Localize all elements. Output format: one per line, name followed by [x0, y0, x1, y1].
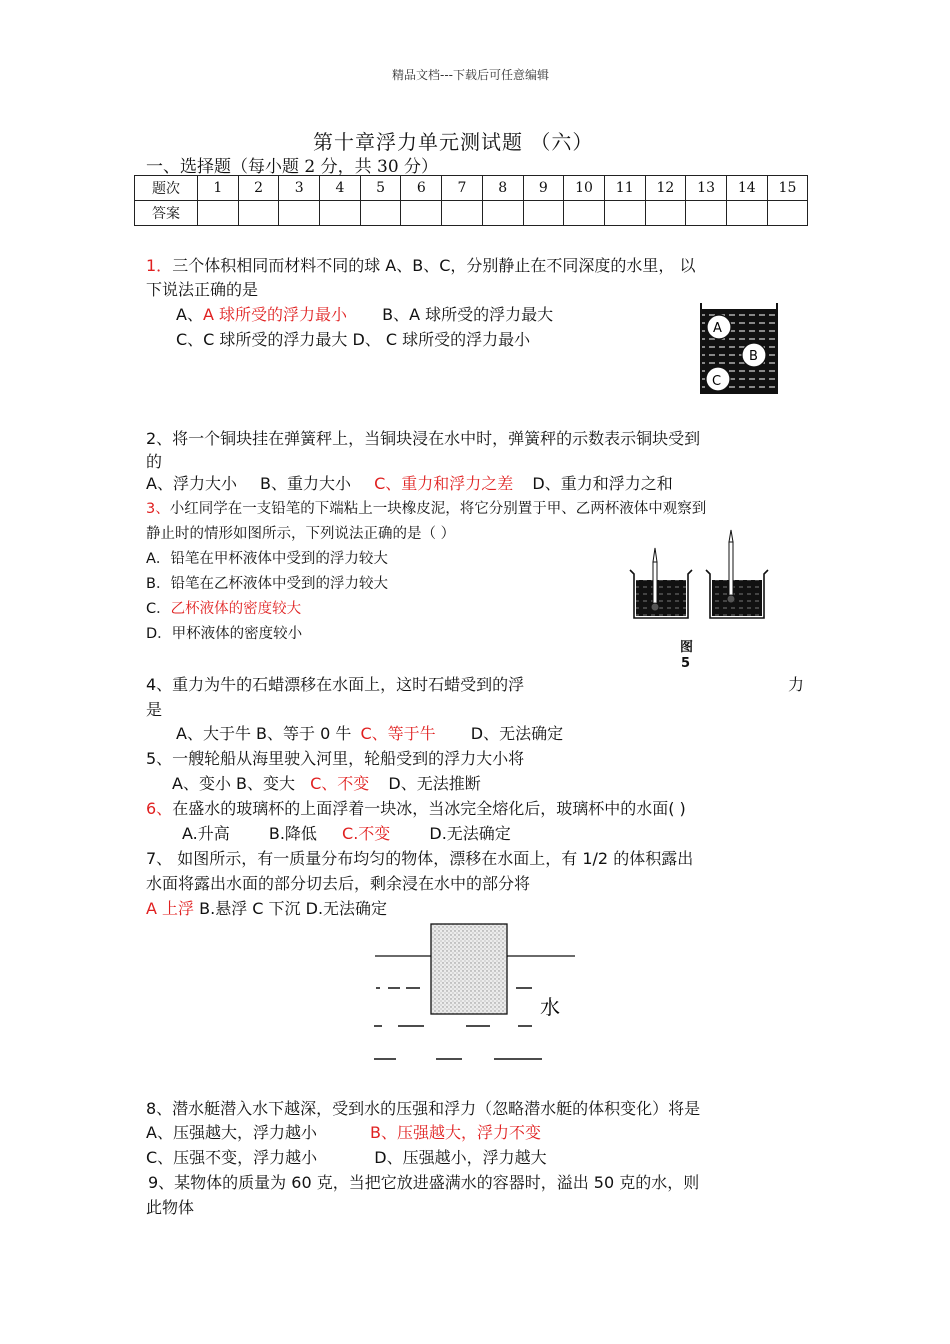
beaker-jia — [630, 548, 692, 618]
answer-cell[interactable] — [238, 201, 279, 226]
q7-options-rest: B.悬浮 C 下沉 D.无法确定 — [199, 899, 388, 918]
q6-options — [182, 821, 511, 844]
q9-stem-line1: 9、某物体的质量为 60 克，当把它放进盛满水的容器时，溢出 50 克的水，则 — [148, 1173, 700, 1192]
q1-number: 1． — [146, 256, 173, 275]
table-cell-number: 14 — [726, 176, 767, 201]
water-label: 水 — [540, 995, 560, 1019]
table-cell-number: 10 — [564, 176, 605, 201]
q2-stem-line1: 2、将一个铜块挂在弹簧秤上，当铜块浸在水中时，弹簧秤的示数表示铜块受到 — [146, 429, 701, 448]
answer-cell[interactable] — [767, 201, 808, 226]
q3-option-c-line — [146, 597, 301, 618]
table-cell-number: 4 — [320, 176, 361, 201]
answer-cell[interactable] — [401, 201, 442, 226]
beaker-yi — [706, 530, 768, 618]
q2-options — [146, 471, 673, 494]
q6-option-d: D.无法确定 — [429, 824, 511, 843]
q8-option-a: A、压强越大，浮力越小 — [146, 1123, 317, 1142]
q7-option-a: A 上浮 — [146, 899, 195, 918]
ball-label: C — [712, 374, 722, 389]
q5-stem: 5、一艘轮船从海里驶入河里，轮船受到的浮力大小将 — [146, 749, 525, 768]
q4-stem-line1: 4、重力为牛的石蜡漂移在水面上，这时石蜡受到的浮 — [146, 675, 525, 694]
q4-option-d: D、无法确定 — [470, 724, 564, 743]
answer-cell[interactable] — [604, 201, 645, 226]
q2-option-c: C、重力和浮力之差 — [374, 474, 514, 493]
table-cell-number: 5 — [360, 176, 401, 201]
q3-option-c-prefix: C． — [146, 601, 171, 617]
q6-stem-text: 在盛水的玻璃杯的上面浮着一块冰，当冰完全熔化后，玻璃杯中的水面( ) — [172, 799, 686, 818]
q1-option-b: B、A 球所受的浮力最大 — [382, 305, 554, 324]
table-cell-number: 11 — [604, 176, 645, 201]
q2-option-d: D、重力和浮力之和 — [532, 474, 673, 493]
floating-block — [431, 924, 507, 1014]
q7-stem-line1: 7、 如图所示，有一质量分布均匀的物体，漂移在水面上，有 1/2 的体积露出 — [146, 849, 694, 868]
tank-figure — [698, 303, 782, 395]
answer-cell[interactable] — [360, 201, 401, 226]
q1-stem-line2: 下说法正确的是 — [146, 280, 259, 299]
q3-stem-line2: 静止时的情形如图所示，下列说法正确的是（ ） — [146, 526, 456, 542]
q8-options-ab — [146, 1120, 541, 1143]
table-cell-number: 13 — [686, 176, 727, 201]
q1-options-ab — [176, 302, 553, 325]
table-cell-number: 3 — [279, 176, 320, 201]
q8-option-c: C、压强不变，浮力越小 — [146, 1148, 318, 1167]
q3-stem-line1 — [146, 497, 706, 518]
q1-stem-line1 — [146, 253, 695, 276]
q3-option-d: D．甲杯液体的密度较小 — [146, 626, 303, 642]
q8-option-d: D、压强越小，浮力越大 — [374, 1148, 547, 1167]
q3-option-c: 乙杯液体的密度较大 — [170, 601, 302, 617]
q8-option-b: B、压强越大，浮力不变 — [370, 1123, 542, 1142]
q6-option-c: C.不变 — [342, 824, 391, 843]
table-row-numbers — [135, 176, 808, 201]
figure-caption-number: 5 — [681, 656, 691, 671]
table-label-answer: 答案 — [135, 201, 198, 226]
table-row-answers — [135, 201, 808, 226]
q1-option-a: A 球所受的浮力最小 — [202, 305, 347, 324]
q7-stem-line2: 水面将露出水面的部分切去后，剩余浸在水中的部分将 — [146, 874, 531, 893]
table-label-number: 题次 — [135, 176, 198, 201]
q6-stem-line — [146, 796, 686, 819]
q1-option-a-prefix: A、 — [176, 305, 203, 324]
q9-stem-line2: 此物体 — [146, 1198, 195, 1217]
answer-cell[interactable] — [726, 201, 767, 226]
q4-stem-line1-end: 力 — [788, 675, 805, 694]
q5-option-d: D、无法推断 — [388, 774, 481, 793]
answer-cell[interactable] — [523, 201, 564, 226]
answer-cell[interactable] — [564, 201, 605, 226]
q2-stem-line2: 的 — [146, 452, 163, 471]
q2-option-a: A、浮力大小 — [146, 474, 237, 493]
figure-caption: 图 — [680, 640, 694, 655]
q4-option-c: C、等于牛 — [360, 724, 436, 743]
q1-stem-text: 三个体积相同而材料不同的球 A、B、C，分别静止在不同深度的水里， 以 — [172, 256, 696, 275]
table-cell-number: 7 — [442, 176, 483, 201]
q4-options — [176, 721, 563, 744]
answer-cell[interactable] — [198, 201, 239, 226]
floating-block-figure — [370, 918, 580, 1068]
table-cell-number: 9 — [523, 176, 564, 201]
q8-options-cd — [146, 1145, 547, 1168]
q3-number: 3、 — [146, 501, 170, 517]
q6-option-a: A.升高 — [182, 824, 230, 843]
answer-cell[interactable] — [645, 201, 686, 226]
q2-option-b: B、重力大小 — [260, 474, 352, 493]
q3-stem-text: 小红同学在一支铅笔的下端粘上一块橡皮泥，将它分别置于甲、乙两杯液体中观察到 — [169, 501, 707, 517]
table-cell-number: 12 — [645, 176, 686, 201]
answer-cell[interactable] — [482, 201, 523, 226]
table-cell-number: 6 — [401, 176, 442, 201]
beakers-figure — [626, 528, 776, 623]
page-header: 精品文档---下载后可任意编辑 — [392, 68, 549, 82]
ball-label: A — [713, 321, 722, 336]
ball-label: B — [749, 349, 758, 364]
table-cell-number: 2 — [238, 176, 279, 201]
table-cell-number: 15 — [767, 176, 808, 201]
q1-options-cd: C、C 球所受的浮力最大 D、 C 球所受的浮力最小 — [176, 330, 531, 349]
q5-option-ab: A、变小 B、变大 — [172, 774, 296, 793]
q6-number: 6、 — [146, 799, 173, 818]
q6-option-b: B.降低 — [268, 824, 317, 843]
page-title: 第十章浮力单元测试题 （六） — [313, 130, 594, 154]
answer-table — [134, 175, 808, 226]
q4-option-ab: A、大于牛 B、等于 0 牛 — [176, 724, 352, 743]
table-cell-number: 1 — [198, 176, 239, 201]
answer-cell[interactable] — [442, 201, 483, 226]
q8-stem: 8、潜水艇潜入水下越深，受到水的压强和浮力（忽略潜水艇的体积变化）将是 — [146, 1099, 701, 1118]
q4-stem-line2: 是 — [146, 700, 163, 719]
q3-option-b: B．铅笔在乙杯液体中受到的浮力较大 — [146, 576, 388, 592]
q5-options — [172, 771, 481, 794]
section-heading: 一、选择题（每小题 2 分，共 30 分） — [146, 157, 439, 177]
answer-cell[interactable] — [279, 201, 320, 226]
answer-cell[interactable] — [320, 201, 361, 226]
table-cell-number: 8 — [482, 176, 523, 201]
answer-cell[interactable] — [686, 201, 727, 226]
q5-option-c: C、不变 — [310, 774, 370, 793]
q7-options — [146, 896, 387, 919]
q3-option-a: A．铅笔在甲杯液体中受到的浮力较大 — [146, 551, 388, 567]
